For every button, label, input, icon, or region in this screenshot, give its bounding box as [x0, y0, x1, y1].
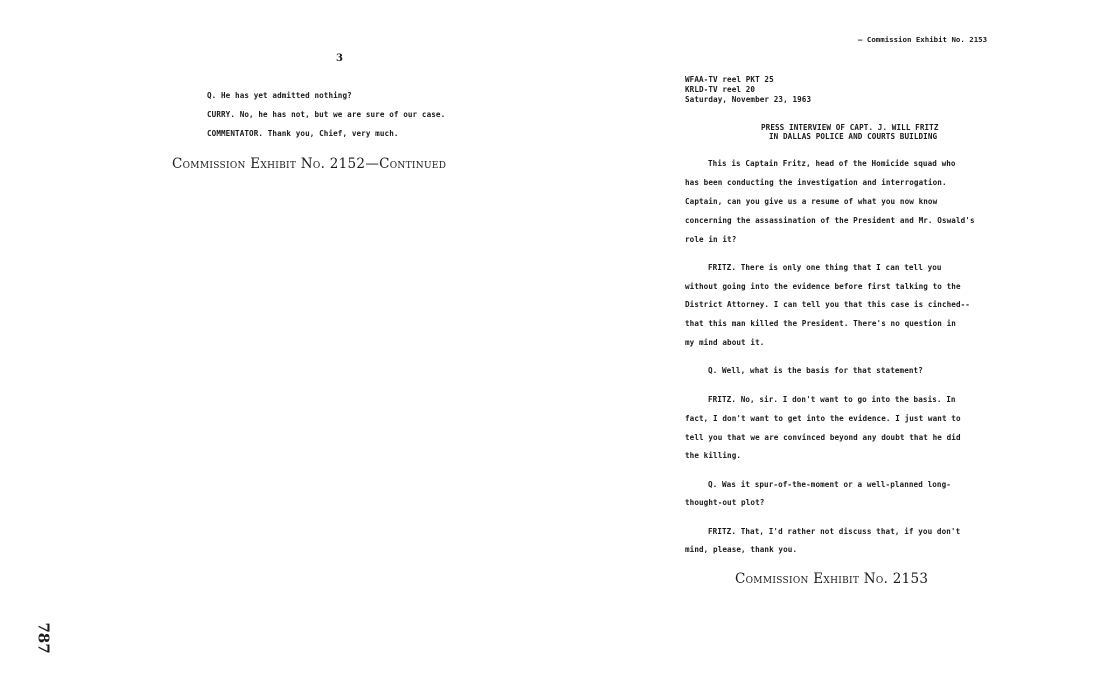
right-exhibit-caption: Commission Exhibit No. 2153: [735, 571, 929, 587]
body-line: FRITZ. That, I'd rather not discuss that, if you don't: [708, 527, 961, 536]
body-line: fact, I don't want to get into the evidence. I just want to: [685, 414, 961, 423]
body-line: FRITZ. No, sir. I don't want to go into the basis. In: [708, 395, 956, 404]
left-exhibit-caption: Commission Exhibit No. 2152—Continued: [172, 156, 447, 172]
body-line: without going into the evidence before first talking to the: [685, 282, 961, 291]
body-line: mind, please, thank you.: [685, 545, 798, 554]
body-line: This is Captain Fritz, head of the Homicide squad who: [708, 159, 956, 168]
left-page-number: 3: [336, 53, 343, 64]
body-line: role in it?: [685, 235, 737, 244]
body-line: the killing.: [685, 451, 742, 460]
station-line: Saturday, November 23, 1963: [685, 95, 812, 104]
left-text-line: Q. He has yet admitted nothing?: [207, 91, 352, 100]
left-text-line: COMMENTATOR. Thank you, Chief, very much.: [207, 129, 399, 138]
margin-page-number: 787: [34, 622, 53, 654]
body-line: District Attorney. I can tell you that this case is cinched--: [685, 300, 970, 309]
right-page-header: — Commission Exhibit No. 2153: [858, 35, 988, 44]
left-text-line: CURRY. No, he has not, but we are sure of our case.: [207, 110, 446, 119]
station-line: WFAA-TV reel PKT 25: [685, 75, 774, 84]
body-line: thought-out plot?: [685, 498, 765, 507]
body-line: Q. Well, what is the basis for that statement?: [708, 366, 923, 375]
interview-title: PRESS INTERVIEW OF CAPT. J. WILL FRITZ: [761, 123, 939, 132]
body-line: concerning the assassination of the President and Mr. Oswald's: [685, 216, 975, 225]
body-line: has been conducting the investigation and interrogation.: [685, 178, 947, 187]
body-line: FRITZ. There is only one thing that I can tell you: [708, 263, 942, 272]
body-line: that this man killed the President. There's no question in: [685, 319, 956, 328]
station-line: KRLD-TV reel 20: [685, 85, 756, 94]
body-line: my mind about it.: [685, 338, 765, 347]
body-line: Q. Was it spur-of-the-moment or a well-planned long-: [708, 480, 951, 489]
interview-title: IN DALLAS POLICE AND COURTS BUILDING: [769, 132, 938, 141]
body-line: tell you that we are convinced beyond any doubt that he did: [685, 433, 961, 442]
body-line: Captain, can you give us a resume of what you now know: [685, 197, 938, 206]
